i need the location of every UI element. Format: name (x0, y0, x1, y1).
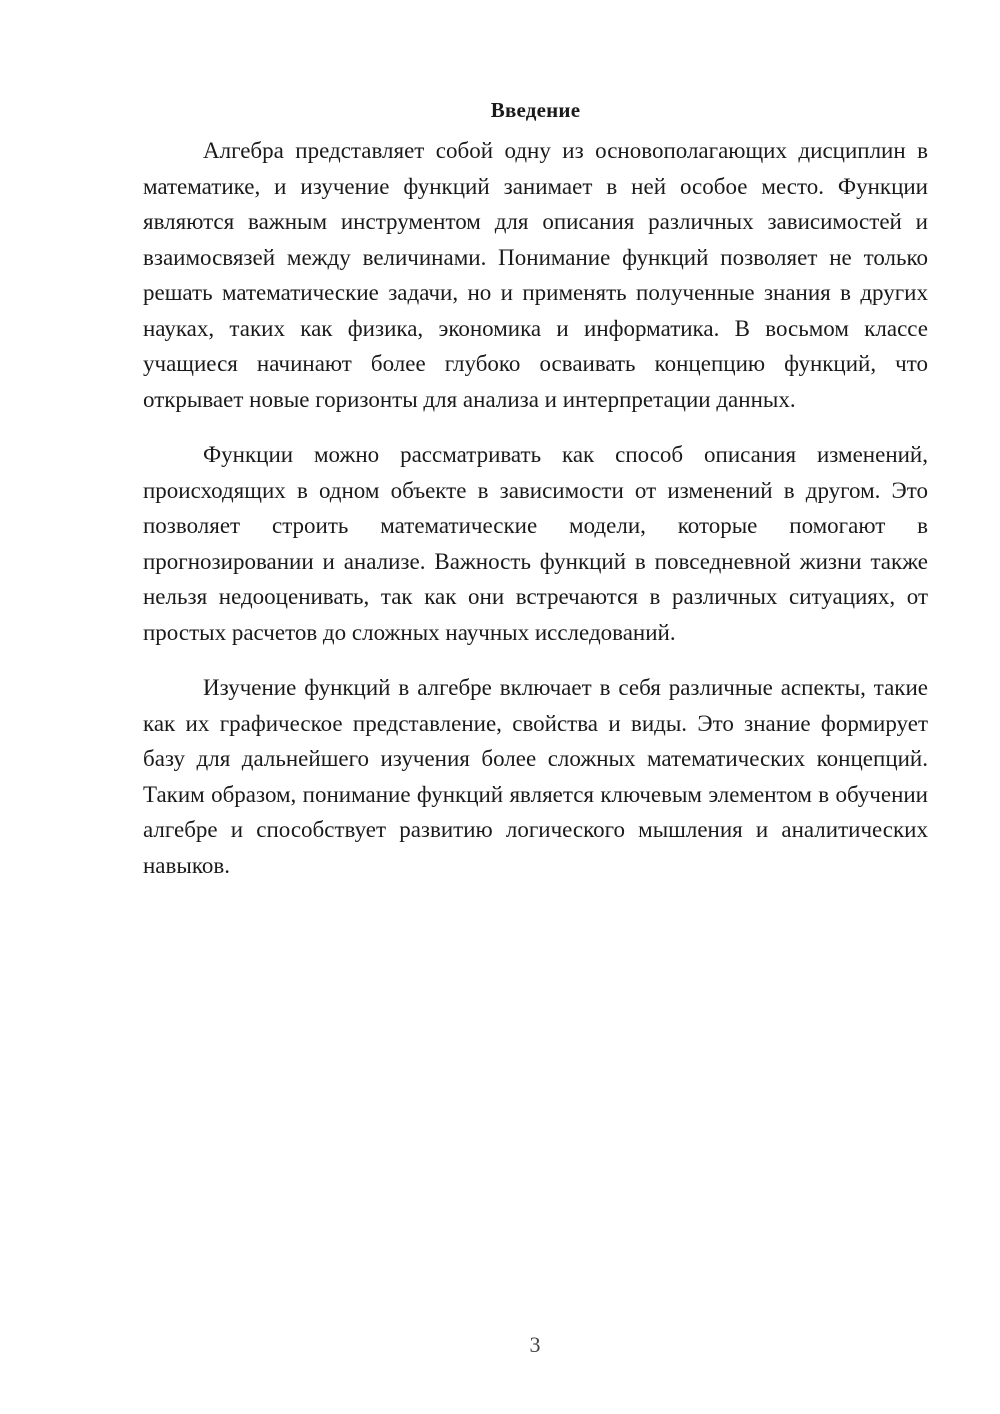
paragraph-3: Изучение функций в алгебре включает в себя различные аспекты, такие как их графическое представление, свойства и виды. Это знание формирует базу для дальнейшего изучения более сложных математических концепций. Таким образом, понимание функций является ключевым элементом в обучении алгебре и способствует развитию логического мышления и аналитических навыков. (143, 675, 928, 878)
section-title: Введение (490, 98, 581, 122)
page-number: 3 (529, 1332, 541, 1357)
paragraph-2: Функции можно рассматривать как способ описания изменений, происходящих в одном объекте в зависимости от изменений в другом. Это позволяет строить математические модели, которые помогают в прогнозировании и анализе. Важность функций в повседневной жизни также нельзя недооценивать, так как они встречаются в различных ситуациях, от простых расчетов до сложных научных исследований. (143, 442, 928, 645)
paragraph-1: Алгебра представляет собой одну из основополагающих дисциплин в математике, и изучение функций занимает в ней особое место. Функции являются важным инструментом для описания различных зависимостей и взаимосвязей между величинами. Понимание функций позволяет не только решать математические задачи, но и применять полученные знания в других науках, таких как физика, экономика и информатика. В восьмом классе учащиеся начинают более глубоко осваивать концепцию функций, что открывает новые горизонты для анализа и интерпретации данных. (143, 138, 928, 412)
page-content (143, 93, 928, 903)
